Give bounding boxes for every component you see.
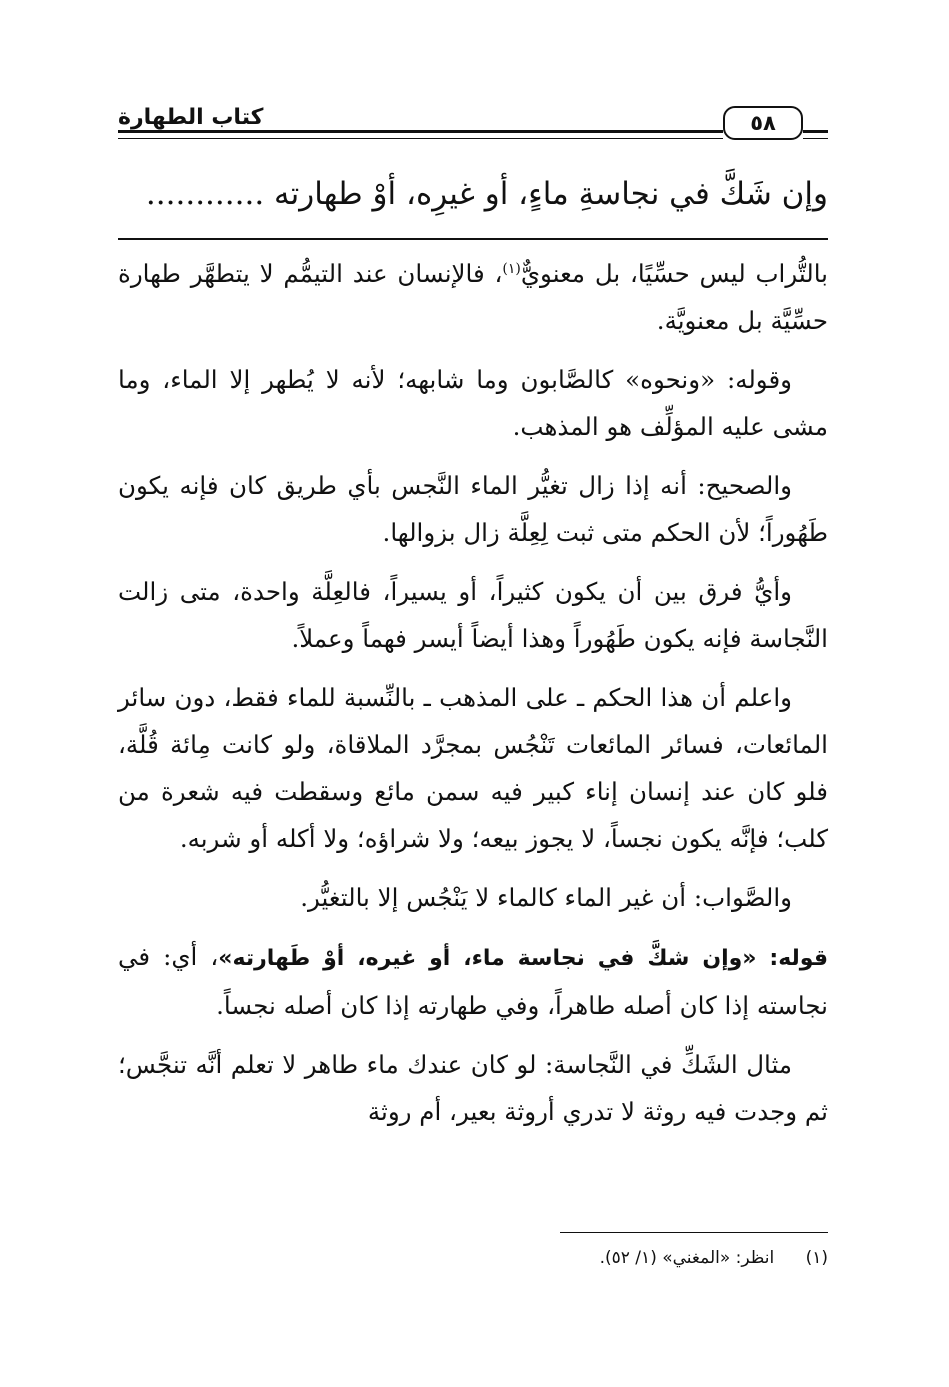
paragraph: وأيُّ فرق بين أن يكون كثيراً، أو يسيراً، فالعِلَّة واحدة، متى زالت النَّجاسة فإنه يكون طَهُوراً وهذا أيضاً أيسر فهماً وعملاً. <box>118 577 828 653</box>
matn-text: وإن شَكَّ في نجاسةِ ماءٍ، أو غيرِه، أوْ طهارته <box>274 176 828 212</box>
header-rule-thin <box>118 138 723 139</box>
footnote <box>118 1244 828 1272</box>
header-rule-thick <box>118 130 723 133</box>
paragraph: والصحيح: أنه إذا زال تغيُّر الماء النَّجس بأي طريق كان فإنه يكون طَهُوراً؛ لأن الحكم متى ثبت لِعِلَّة زال بزوالها. <box>118 471 828 547</box>
header-rule-thin-right <box>803 138 828 139</box>
paragraph <box>118 250 828 344</box>
paragraph: واعلم أن هذا الحكم ـ على المذهب ـ بالنِّسبة للماء فقط، دون سائر المائعات، فسائر المائعات تَنْجُس بمجرَّد الملاقاة، ولو كانت مِائة قُلَّة، فلو كان عند إنسان إناء كبير فيه سمن مائع وسقطت فيه شعرة من كلب؛ فإنَّه يكون نجساً، لا يجوز بيعه؛ ولا شراؤه؛ ولا أكله أو شربه. <box>118 683 828 853</box>
paragraph: وقوله: «ونحوه» كالصَّابون وما شابهه؛ لأنه لا يُطهر إلا الماء، وما مشى عليه المؤلِّف هو المذهب. <box>118 365 828 441</box>
paragraph: والصَّواب: أن غير الماء كالماء لا يَنْجُس إلا بالتغيُّر. <box>300 883 792 912</box>
paragraph-text: بالتُّراب ليس حسِّيًا، بل معنويٌّ <box>520 259 828 288</box>
paragraph <box>118 933 828 1029</box>
footnote-text: انظر: «المغني» (١/ ٥٢). <box>599 1248 775 1268</box>
paragraph-text: ، فالإنسان عند التيمُّم لا يتطهَّر طهارة حسِّيَّة بل معنويَّة. <box>118 259 828 335</box>
matn-dots: ............ <box>145 176 265 212</box>
footnote-number: (١) <box>805 1248 828 1268</box>
paragraph-text: ، أي: في نجاسته إذا كان أصله طاهراً، وفي طهارته إذا كان أصله نجساً. <box>118 942 828 1020</box>
footnote-ref: (١) <box>502 260 521 277</box>
matn-divider <box>118 238 828 240</box>
header-rule-thick-right <box>803 130 828 133</box>
book-title: كتاب الطهارة <box>118 105 264 130</box>
page-number: ٥٨ <box>723 106 803 140</box>
matn-quote: قوله: «وإن شكَّ في نجاسة ماء، أو غيره، أوْ طَهارته» <box>218 946 828 971</box>
running-header <box>118 100 828 150</box>
footnote-rule <box>560 1232 828 1233</box>
commentary-body <box>118 250 828 1147</box>
matn-line <box>118 170 828 218</box>
paragraph: مثال الشَكِّ في النَّجاسة: لو كان عندك ماء طاهر لا تعلم أنَّه تنجَّس؛ ثم وجدت فيه روثة لا تدري أروثة بعير، أم روثة <box>118 1050 828 1126</box>
